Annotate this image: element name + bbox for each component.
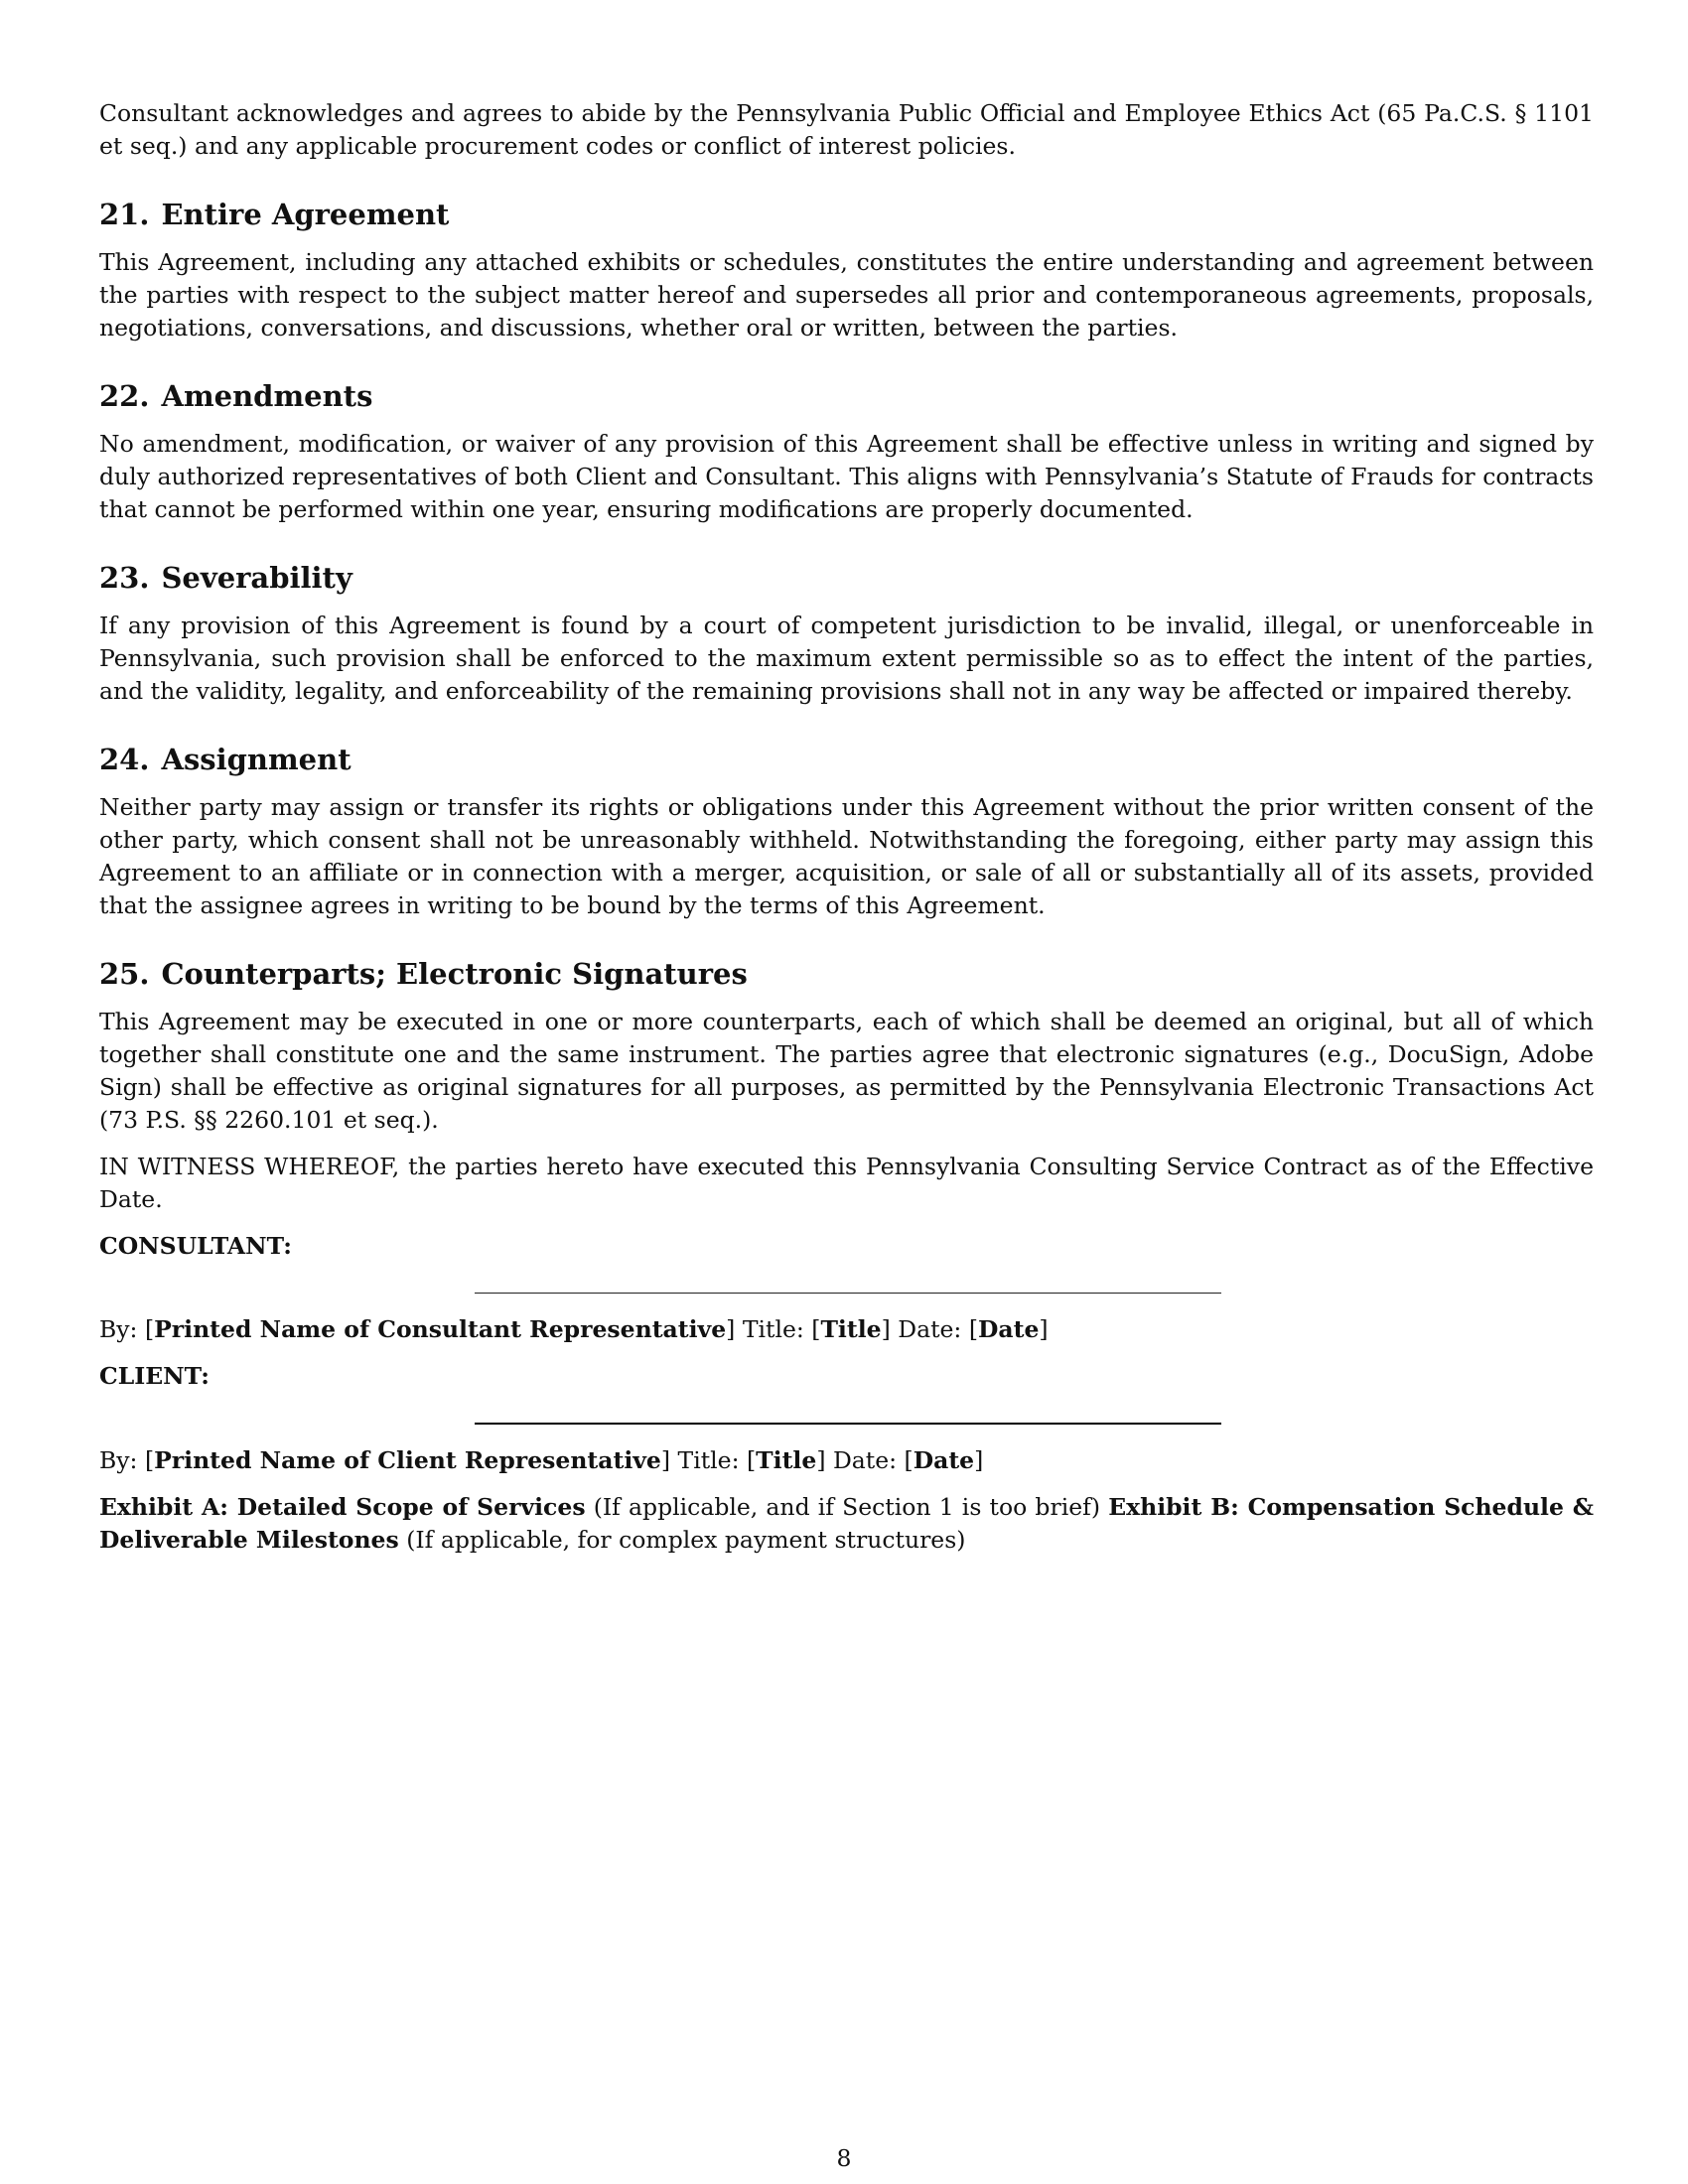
section-24-heading <box>99 742 1594 777</box>
consultant-signature-line <box>475 1293 1221 1294</box>
section-22-paragraph: No amendment, modification, or waiver of any provision of this Agreement shall be effective unless in writing and signed by duly authorized representatives of both Client and Consultant. This aligns with Pennsylvania’s Statute of Frauds for contracts that cannot be performed within one year, ensuring modifications are properly documented. <box>99 430 1594 523</box>
witness-paragraph: IN WITNESS WHEREOF, the parties hereto have executed this Pennsylvania Consulting Service Contract as of the Effective Date. <box>99 1153 1594 1213</box>
section-25-paragraph: This Agreement may be executed in one or more counterparts, each of which shall be deemed an original, but all of which together shall constitute one and the same instrument. The parties agree that electronic signatures (e.g., DocuSign, Adobe Sign) shall be effective as original signatures for all purposes, as permitted by the Pennsylvania Electronic Transactions Act (73 P.S. §§ 2260.101 et seq.). <box>99 1008 1594 1134</box>
section-22-heading <box>99 378 1594 414</box>
section-24-paragraph: Neither party may assign or transfer its rights or obligations under this Agreement without the prior written consent of the other party, which consent shall not be unreasonably withheld. Notwithstanding the foregoing, either party may assign this Agreement to an affiliate or in connection with a merger, acquisition, or sale of all or substantially all of its assets, provided that the assignee agrees in writing to be bound by the terms of this Agreement. <box>99 793 1594 919</box>
section-title: Severability <box>161 561 352 595</box>
exhibits-paragraph <box>99 1491 1594 1557</box>
section-23-paragraph: If any provision of this Agreement is found by a court of competent jurisdiction to be invalid, illegal, or unenforceable in Pennsylvania, such provision shall be enforced to the maximum extent permissible so as to effect the intent of the parties, and the validity, legality, and enforceability of the remaining provisions shall not in any way be affected or impaired thereby. <box>99 612 1594 705</box>
consultant-label: CONSULTANT: <box>99 1232 292 1260</box>
consultant-date-value: Date <box>978 1315 1040 1343</box>
section-number: 23. <box>99 561 150 595</box>
section-title: Amendments <box>161 379 373 413</box>
section-25-heading <box>99 956 1594 992</box>
section-number: 24. <box>99 743 150 776</box>
client-byline: By: [Printed Name of Client Representative] Title: [Title] Date: [Date] <box>99 1446 984 1474</box>
date-label: Date: <box>832 1446 898 1474</box>
exhibit-b-note: (If applicable, for complex payment structures) <box>406 1526 966 1554</box>
section-title: Entire Agreement <box>161 198 450 231</box>
section-number: 25. <box>99 957 150 991</box>
title-label: Title: <box>742 1315 804 1343</box>
client-signature-line <box>475 1423 1221 1425</box>
section-title: Counterparts; Electronic Signatures <box>161 957 748 991</box>
section-21-paragraph: This Agreement, including any attached exhibits or schedules, constitutes the entire understanding and agreement between the parties with respect to the subject matter hereof and supersedes all prior and contemporaneous agreements, proposals, negotiations, conversations, and discussions, whether oral or written, between the parties. <box>99 248 1594 341</box>
client-date-value: Date <box>913 1446 975 1474</box>
page-number: 8 <box>836 2144 852 2172</box>
by-label: By: <box>99 1446 138 1474</box>
client-label: CLIENT: <box>99 1362 210 1390</box>
section-21-heading <box>99 197 1594 232</box>
client-title-value: Title <box>756 1446 817 1474</box>
section-number: 21. <box>99 198 150 231</box>
consultant-title-value: Title <box>820 1315 882 1343</box>
section-title: Assignment <box>161 743 352 776</box>
exhibit-a-title: Exhibit A: Detailed Scope of Services <box>99 1493 586 1521</box>
title-label: Title: <box>677 1446 740 1474</box>
exhibit-a-note: (If applicable, and if Section 1 is too brief) <box>593 1493 1101 1521</box>
document-page <box>99 97 1594 1570</box>
date-label: Date: <box>898 1315 962 1343</box>
consultant-printed-name: Printed Name of Consultant Representative <box>154 1315 727 1343</box>
intro-paragraph: Consultant acknowledges and agrees to abide by the Pennsylvania Public Official and Employee Ethics Act (65 Pa.C.S. § 1101 et seq.) and any applicable procurement codes or conflict of interest policies. <box>99 99 1594 160</box>
section-number: 22. <box>99 379 150 413</box>
exhibit-b-title: Exhibit B: Compensation Schedule & Deliverable Milestones <box>99 1493 1594 1554</box>
section-23-heading <box>99 560 1594 596</box>
consultant-byline: By: [Printed Name of Consultant Representative] Title: [Title] Date: [Date] <box>99 1315 1049 1343</box>
by-label: By: <box>99 1315 138 1343</box>
client-printed-name: Printed Name of Client Representative <box>154 1446 661 1474</box>
